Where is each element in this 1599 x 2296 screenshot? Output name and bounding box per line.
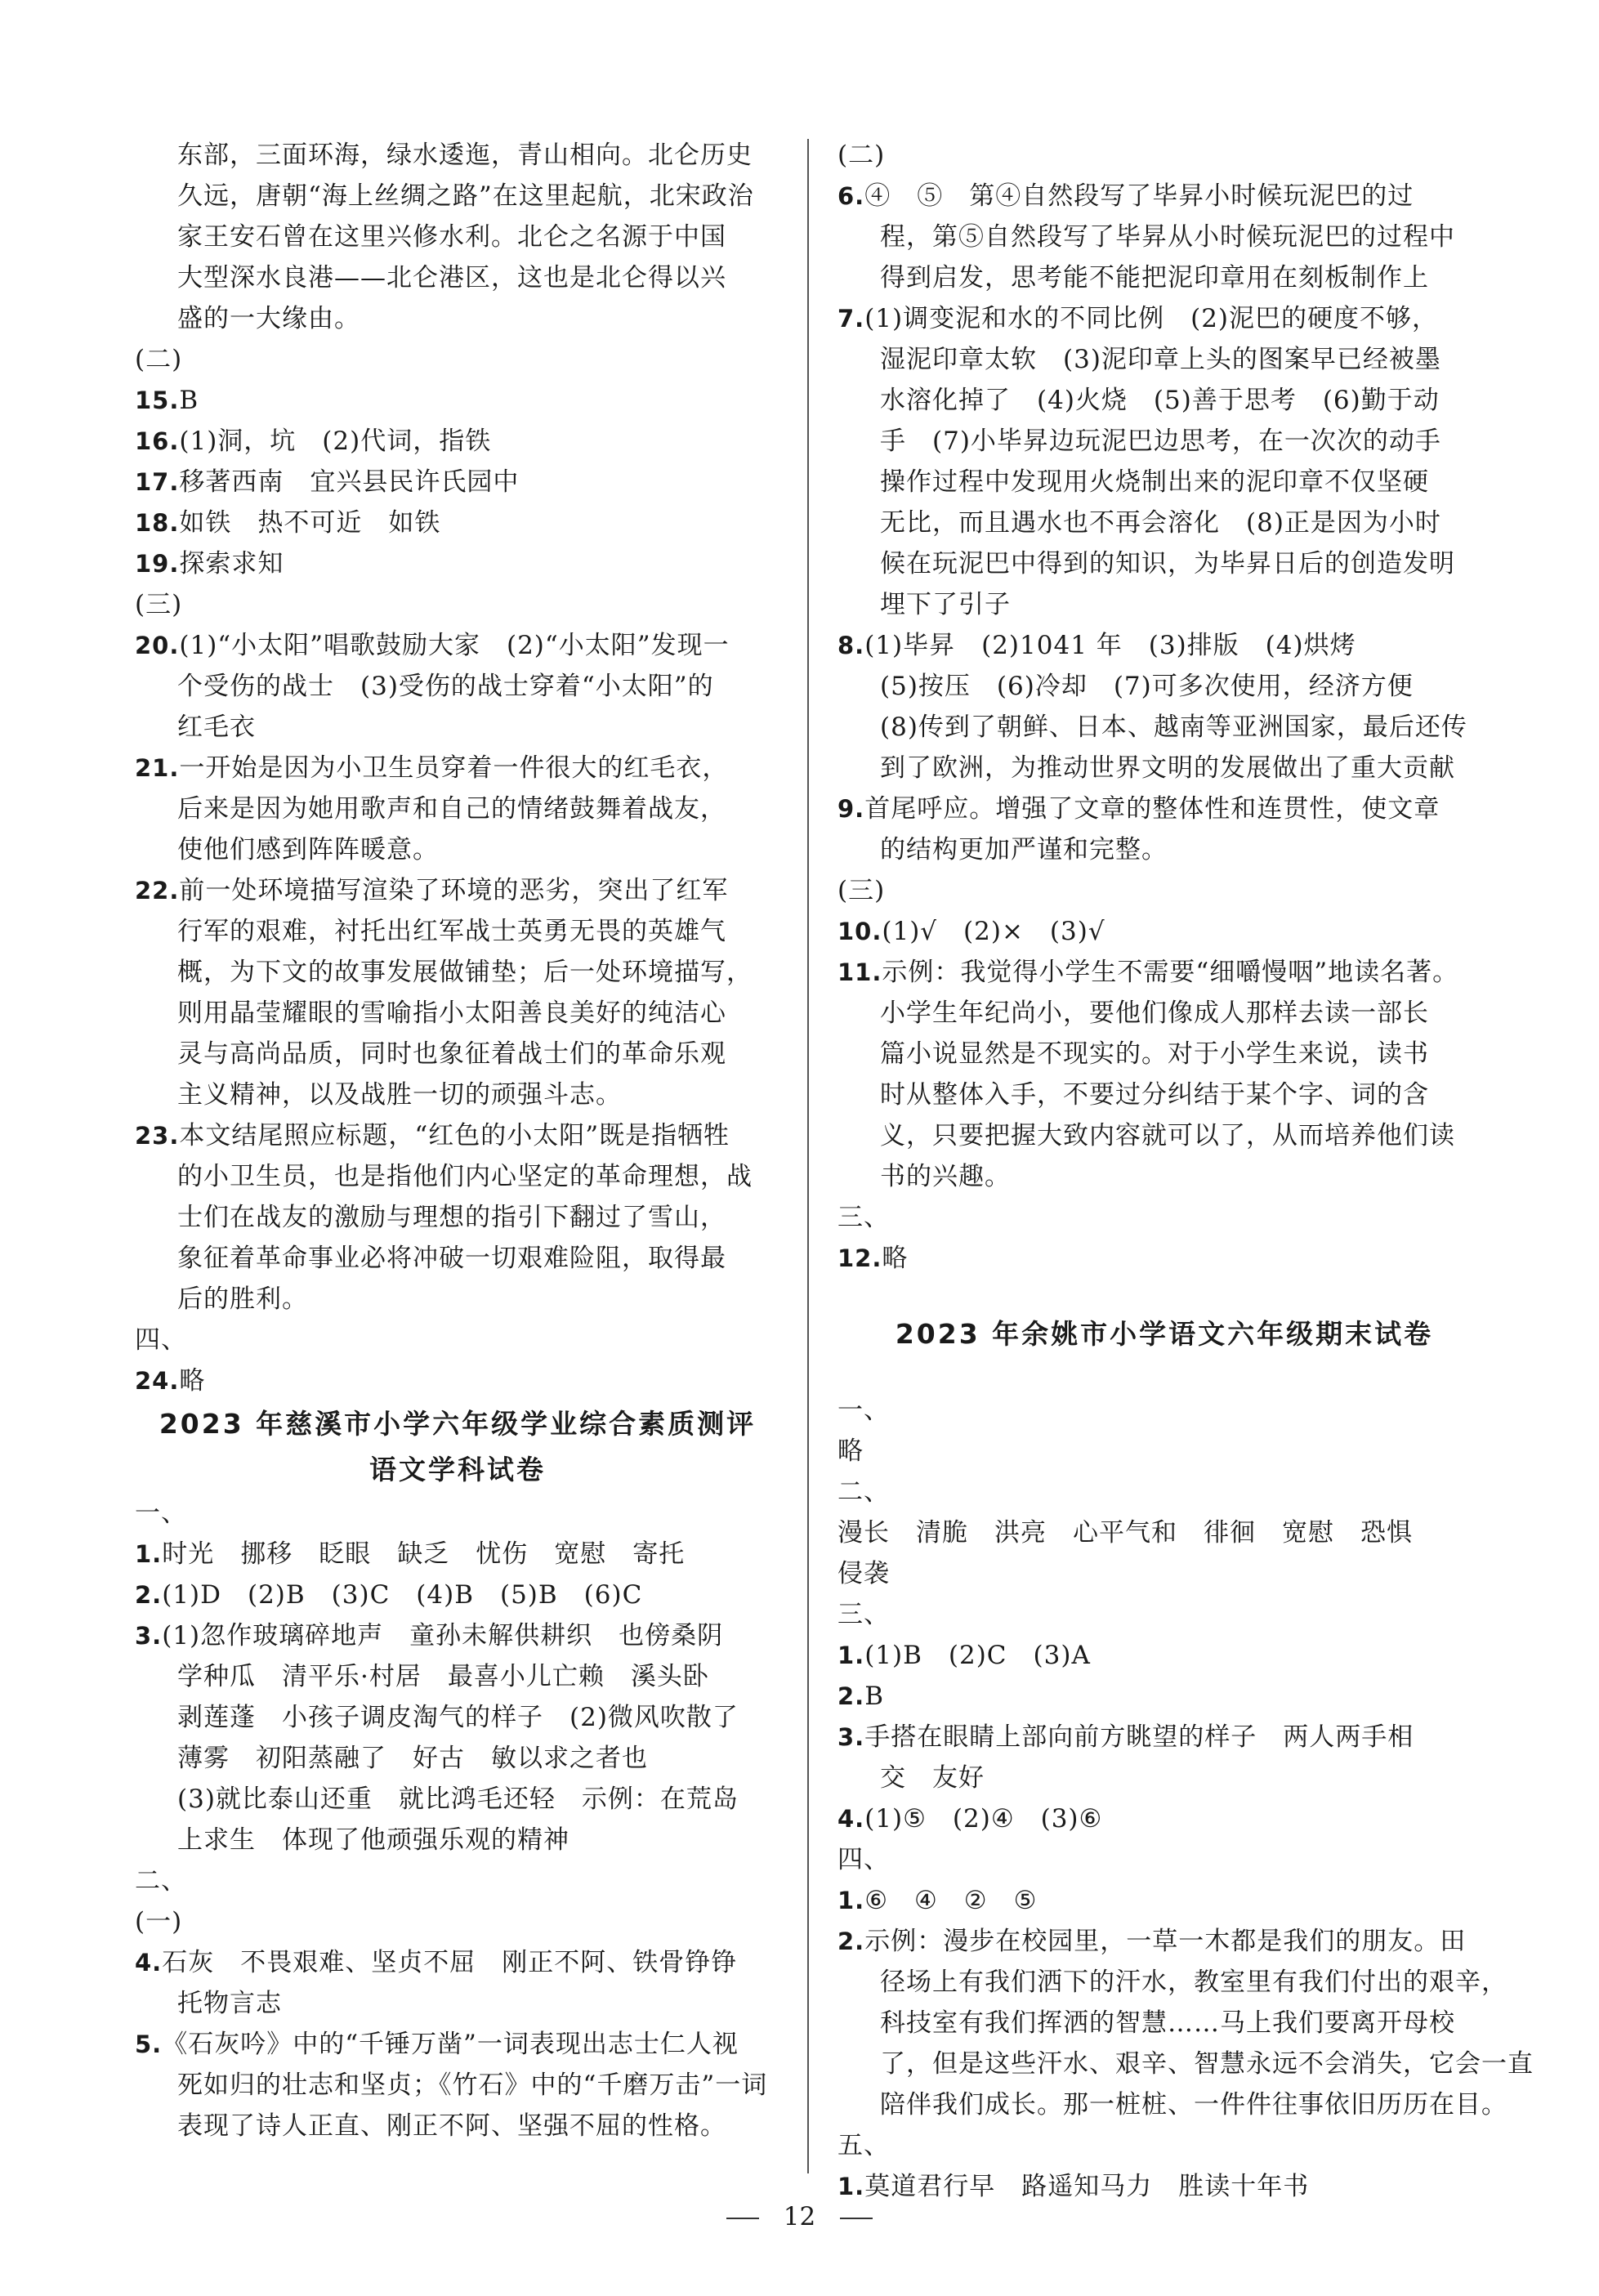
answer-line [135, 543, 780, 584]
answer-text: 二、 [135, 1866, 187, 1896]
question-number: 1. [135, 1540, 163, 1568]
page-number: 12 [783, 2202, 816, 2231]
answer-line [135, 1534, 780, 1575]
answer-line [135, 1697, 780, 1738]
answer-text: 灵与高尚品质，同时也象征着战士们的革命乐观 [177, 1039, 726, 1069]
answer-text: 家王安石曾在这里兴修水利。北仑之名源于中国 [177, 222, 726, 252]
answer-text: 湿泥印章太软 (3)泥印章上头的图案早已经被墨 [880, 345, 1441, 374]
answer-line [135, 1360, 780, 1401]
answer-line [135, 1983, 780, 2024]
answer-line [837, 707, 1491, 748]
answer-text: 到了欧洲，为推动世界文明的发展做出了重大贡献 [880, 753, 1455, 783]
answer-text: 久远，唐朝“海上丝绸之路”在这里起航，北宋政治 [177, 181, 754, 211]
question-number: 21. [135, 754, 180, 782]
answer-line [837, 1758, 1491, 1798]
answer-text: (二) [135, 345, 183, 374]
answer-text: 如铁 热不可近 如铁 [179, 508, 441, 538]
answer-line [135, 257, 780, 298]
answer-text: 一、 [135, 1499, 187, 1528]
question-number: 19. [135, 550, 180, 578]
answer-line [135, 1942, 780, 1983]
answer-text: 科技室有我们挥洒的智慧……马上我们要离开母校 [880, 2008, 1455, 2038]
answer-text: 五、 [837, 2131, 890, 2160]
question-number: 1. [837, 2173, 865, 2200]
answer-line [135, 870, 780, 911]
answer-text: (1)忽作玻璃碎地声 童孙未解供耕织 也傍桑阴 [162, 1621, 724, 1651]
section-heading: 2023 年慈溪市小学六年级学业综合素质测评 [159, 1408, 757, 1440]
answer-line [837, 298, 1491, 339]
answer-line [135, 503, 780, 543]
answer-text: 无比，而且遇水也不再会溶化 (8)正是因为小时 [880, 508, 1441, 538]
answer-line [837, 952, 1491, 993]
answer-text: 死如归的壮志和坚贞；《竹石》中的“千磨万击”一词 [177, 2070, 768, 2100]
answer-line [837, 1115, 1491, 1156]
answer-line [837, 1431, 1491, 1472]
answer-text: 石灰 不畏艰难、坚贞不屈 刚正不阿、铁骨铮铮 [162, 1948, 738, 1977]
answer-line [837, 666, 1491, 707]
footer-dash-left [726, 2218, 759, 2219]
answer-text: 个受伤的战士 (3)受伤的战士穿着“小太阳”的 [177, 672, 714, 701]
answer-line [135, 911, 780, 952]
answer-text: 侵袭 [837, 1559, 890, 1588]
answer-text: 陪伴我们成长。那一桩桩、一件件往事依旧历历在目。 [880, 2090, 1507, 2120]
question-number: 7. [837, 305, 865, 333]
question-number: 2. [837, 1682, 865, 1710]
question-number: 24. [135, 1367, 180, 1395]
answer-line [135, 462, 780, 503]
answer-line [837, 176, 1491, 217]
answer-text: 篇小说显然是不现实的。对于小学生来说，读书 [880, 1039, 1429, 1069]
answer-text: 本文结尾照应标题，“红色的小太阳”既是指牺牲 [179, 1121, 730, 1150]
section-gap [837, 1279, 1491, 1311]
answer-text: 一开始是因为小卫生员穿着一件很大的红毛衣， [179, 753, 729, 783]
answer-text: 上求生 体现了他顽强乐观的精神 [177, 1825, 569, 1855]
answer-line [135, 1860, 780, 1901]
answer-line [135, 1493, 780, 1534]
answer-text: 略 [179, 1366, 206, 1396]
answer-line [135, 829, 780, 870]
question-number: 16. [135, 427, 180, 455]
answer-text: 行军的艰难，衬托出红军战士英勇无畏的英雄气 [177, 917, 726, 946]
answer-text: 表现了诗人正直、刚正不阿、坚强不屈的性格。 [177, 2111, 726, 2141]
answer-line [837, 625, 1491, 666]
answer-line [135, 748, 780, 788]
question-number: 17. [135, 468, 180, 496]
answer-text: 了，但是这些汗水、艰辛、智慧永远不会消失，它会一直 [880, 2049, 1534, 2079]
question-number: 20. [135, 632, 180, 659]
question-number: 1. [837, 1887, 865, 1914]
answer-text: 的结构更加严谨和完整。 [880, 835, 1168, 864]
answer-line [135, 1738, 780, 1779]
answer-text: 学种瓜 清平乐·村居 最喜小儿亡赖 溪头卧 [177, 1662, 709, 1691]
answer-line [837, 870, 1491, 911]
answer-line [837, 135, 1491, 176]
answer-line [135, 666, 780, 707]
answer-text: 一、 [837, 1396, 890, 1425]
page-footer [0, 2202, 1599, 2231]
answer-line [837, 1676, 1491, 1717]
answer-text: 小学生年纪尚小，要他们像成人那样去读一部长 [880, 998, 1429, 1028]
answer-text: (1)B (2)C (3)A [864, 1641, 1091, 1670]
left-column [135, 135, 780, 2146]
question-number: 2. [837, 1927, 865, 1955]
answer-text: 示例：我觉得小学生不需要“细嚼慢咽”地读名著。 [882, 958, 1459, 987]
answer-line [135, 1901, 780, 1942]
answer-line [135, 298, 780, 339]
question-number: 10. [837, 918, 882, 945]
answer-text: 象征着革命事业必将冲破一切艰难险阻，取得最 [177, 1244, 726, 1273]
answer-text: ⑥ ④ ② ⑤ [864, 1886, 1038, 1915]
answer-text: 略 [882, 1244, 909, 1273]
answer-text: 托物言志 [177, 1989, 282, 2018]
answer-text: 交 友好 [880, 1763, 985, 1793]
answer-line [837, 1839, 1491, 1880]
answer-line [837, 911, 1491, 952]
answer-line [837, 1034, 1491, 1074]
answer-line [837, 1717, 1491, 1758]
answer-text: (1)调变泥和水的不同比例 (2)泥巴的硬度不够， [864, 304, 1439, 333]
answer-text: B [179, 386, 199, 415]
answer-text: 前一处环境描写渲染了环境的恶劣，突出了红军 [179, 876, 729, 905]
answer-line [135, 2106, 780, 2146]
answer-text: 略 [837, 1436, 864, 1466]
answer-line [135, 1197, 780, 1238]
answer-text: (1)√ (2)× (3)√ [882, 917, 1105, 946]
answer-line [135, 707, 780, 748]
question-number: 3. [135, 1622, 163, 1650]
question-number: 18. [135, 509, 180, 537]
answer-line [837, 1921, 1491, 1962]
answer-text: 四、 [135, 1325, 187, 1355]
answer-text: 移著西南 宜兴县民许氏园中 [179, 467, 520, 497]
answer-line [837, 217, 1491, 257]
section-heading: 2023 年余姚市小学语文六年级期末试卷 [895, 1318, 1434, 1350]
answer-text: 漫长 清脆 洪亮 心平气和 徘徊 宽慰 恐惧 [837, 1518, 1413, 1548]
answer-text: 盛的一大缘由。 [177, 304, 360, 333]
answer-line [837, 1635, 1491, 1676]
answer-line [837, 503, 1491, 543]
answer-line [837, 993, 1491, 1034]
answer-text: 时光 挪移 眨眼 缺乏 忧伤 宽慰 寄托 [162, 1539, 686, 1569]
answer-line [837, 462, 1491, 503]
answer-text: 剥莲蓬 小孩子调皮淘气的样子 (2)微风吹散了 [177, 1703, 739, 1732]
answer-text: (1)洞，坑 (2)代词，指铁 [179, 427, 492, 456]
answer-text: 三、 [837, 1600, 890, 1629]
answer-line [135, 1034, 780, 1074]
answer-line [135, 380, 780, 421]
answer-text: 薄雾 初阳蒸融了 好古 敏以求之者也 [177, 1744, 648, 1773]
question-number: 6. [837, 182, 865, 210]
answer-line [837, 380, 1491, 421]
answer-line [837, 2003, 1491, 2044]
answer-text: 三、 [837, 1203, 890, 1232]
answer-line [135, 1575, 780, 1615]
question-number: 11. [837, 958, 882, 986]
answer-line [135, 421, 780, 462]
answer-text: 二、 [837, 1477, 890, 1507]
answer-text: 径场上有我们洒下的汗水，教室里有我们付出的艰辛， [880, 1968, 1507, 1997]
answer-line [837, 2166, 1491, 2207]
answer-text: (三) [135, 590, 183, 619]
answer-line [135, 1656, 780, 1697]
answer-line [135, 1156, 780, 1197]
answer-line [135, 2024, 780, 2065]
answer-text: 《石灰吟》中的“千锤万凿”一词表现出志士仁人视 [162, 2030, 739, 2059]
answer-text: ④ ⑤ 第④自然段写了毕昇小时候玩泥巴的过 [864, 181, 1414, 211]
section-gap [837, 1357, 1491, 1390]
answer-text: 则用晶莹耀眼的雪喻指小太阳善良美好的纯洁心 [177, 998, 726, 1028]
question-number: 5. [135, 2030, 163, 2058]
answer-line [135, 1779, 780, 1820]
answer-text: (二) [837, 141, 886, 170]
question-number: 22. [135, 877, 180, 905]
answer-line [837, 1156, 1491, 1197]
question-number: 8. [837, 632, 865, 659]
answer-line [837, 1798, 1491, 1839]
answer-line [135, 584, 780, 625]
answer-text: 的小卫生员，也是指他们内心坚定的革命理想，战 [177, 1162, 753, 1191]
answer-line [837, 543, 1491, 584]
answer-line [135, 217, 780, 257]
question-number: 23. [135, 1122, 180, 1150]
answer-line [837, 788, 1491, 829]
answer-line [135, 339, 780, 380]
answer-line [135, 788, 780, 829]
answer-text: 红毛衣 [177, 712, 256, 742]
answer-text: 手搭在眼睛上部向前方眺望的样子 两人两手相 [864, 1722, 1414, 1752]
section-heading: 语文学科试卷 [369, 1454, 546, 1485]
answer-line [135, 1115, 780, 1156]
answer-line [135, 1615, 780, 1656]
answer-line [135, 952, 780, 993]
answer-line [837, 1390, 1491, 1431]
footer-dash-right [840, 2218, 873, 2219]
answer-line [135, 176, 780, 217]
answer-text: 使他们感到阵阵暖意。 [177, 835, 439, 864]
answer-line [837, 421, 1491, 462]
answer-line [837, 1880, 1491, 1921]
answer-line [135, 1820, 780, 1860]
question-number: 15. [135, 386, 180, 414]
answer-text: (1)毕昇 (2)1041 年 (3)排版 (4)烘烤 [864, 631, 1356, 660]
answer-text: 水溶化掉了 (4)火烧 (5)善于思考 (6)勤于动 [880, 386, 1440, 415]
answer-text: 程，第⑤自然段写了毕昇从小时候玩泥巴的过程中 [880, 222, 1455, 252]
question-number: 4. [837, 1805, 865, 1833]
answer-text: (5)按压 (6)冷却 (7)可多次使用，经济方便 [880, 672, 1414, 701]
answer-text: 示例：漫步在校园里，一草一木都是我们的朋友。田 [864, 1927, 1467, 1956]
question-number: 9. [837, 795, 865, 823]
answer-line [135, 2065, 780, 2106]
answer-text: 埋下了引子 [880, 590, 1011, 619]
answer-line [837, 339, 1491, 380]
answer-text: (三) [837, 876, 886, 905]
answer-line [135, 993, 780, 1034]
answer-line [837, 1472, 1491, 1512]
answer-text: (1)⑤ (2)④ (3)⑥ [864, 1804, 1103, 1834]
answer-text: 概，为下文的故事发展做铺垫；后一处环境描写， [177, 958, 753, 987]
answer-text: 后的胜利。 [177, 1284, 308, 1314]
answer-line [135, 1320, 780, 1360]
answer-text: (一) [135, 1907, 183, 1936]
answer-text: 后来是因为她用歌声和自己的情绪鼓舞着战友， [177, 794, 726, 824]
answer-line [837, 1197, 1491, 1238]
answer-text: 得到启发，思考能不能把泥印章用在刻板制作上 [880, 263, 1429, 293]
answer-line [135, 1279, 780, 1320]
answer-line [837, 1594, 1491, 1635]
question-number: 2. [135, 1581, 163, 1609]
answer-line [837, 2084, 1507, 2125]
answer-line [837, 257, 1491, 298]
answer-line [837, 1962, 1507, 2003]
answer-line [837, 2125, 1491, 2166]
answer-text: (3)就比泰山还重 就比鸿毛还轻 示例：在荒岛 [177, 1785, 739, 1814]
question-number: 4. [135, 1949, 163, 1977]
answer-line [837, 1238, 1491, 1279]
answer-text: B [864, 1682, 884, 1711]
answer-line [135, 625, 780, 666]
answer-line [135, 135, 780, 176]
question-number: 1. [837, 1642, 865, 1669]
answer-text: 候在玩泥巴中得到的知识，为毕昇日后的创造发明 [880, 549, 1455, 578]
answer-text: 莫道君行早 路遥知马力 胜读十年书 [864, 2172, 1310, 2201]
question-number: 12. [837, 1244, 882, 1272]
answer-line [837, 1553, 1491, 1594]
answer-line [135, 1074, 780, 1115]
answer-text: 探索求知 [179, 549, 284, 578]
answer-line [837, 829, 1491, 870]
answer-text: 主义精神，以及战胜一切的顽强斗志。 [177, 1080, 622, 1110]
answer-line [837, 1074, 1491, 1115]
answer-text: 首尾呼应。增强了文章的整体性和连贯性，使文章 [864, 794, 1440, 824]
answer-line [837, 1512, 1491, 1553]
answer-text: 四、 [837, 1845, 890, 1874]
answer-line [135, 1238, 780, 1279]
answer-text: 操作过程中发现用火烧制出来的泥印章不仅坚硬 [880, 467, 1429, 497]
answer-line [837, 2044, 1534, 2084]
answer-text: 大型深水良港——北仑港区，这也是北仑得以兴 [177, 263, 726, 293]
answer-text: (8)传到了朝鲜、日本、越南等亚洲国家，最后还传 [880, 712, 1467, 742]
column-divider [807, 139, 809, 2173]
answer-text: (1)D (2)B (3)C (4)B (5)B (6)C [162, 1580, 643, 1610]
answer-text: 士们在战友的激励与理想的指引下翻过了雪山， [177, 1203, 726, 1232]
answer-line [837, 748, 1491, 788]
answer-text: 时从整体入手，不要过分纠结于某个字、词的含 [880, 1080, 1429, 1110]
question-number: 3. [837, 1723, 865, 1751]
right-column [837, 135, 1534, 2207]
answer-text: (1)“小太阳”唱歌鼓励大家 (2)“小太阳”发现一 [179, 631, 730, 660]
answer-line [837, 584, 1491, 625]
answer-text: 书的兴趣。 [880, 1162, 1011, 1191]
answer-text: 东部，三面环海，绿水逶迤，青山相向。北仑历史 [177, 141, 753, 170]
answer-text: 手 (7)小毕昇边玩泥巴边思考，在一次次的动手 [880, 427, 1441, 456]
answer-text: 义，只要把握大致内容就可以了，从而培养他们读 [880, 1121, 1455, 1150]
